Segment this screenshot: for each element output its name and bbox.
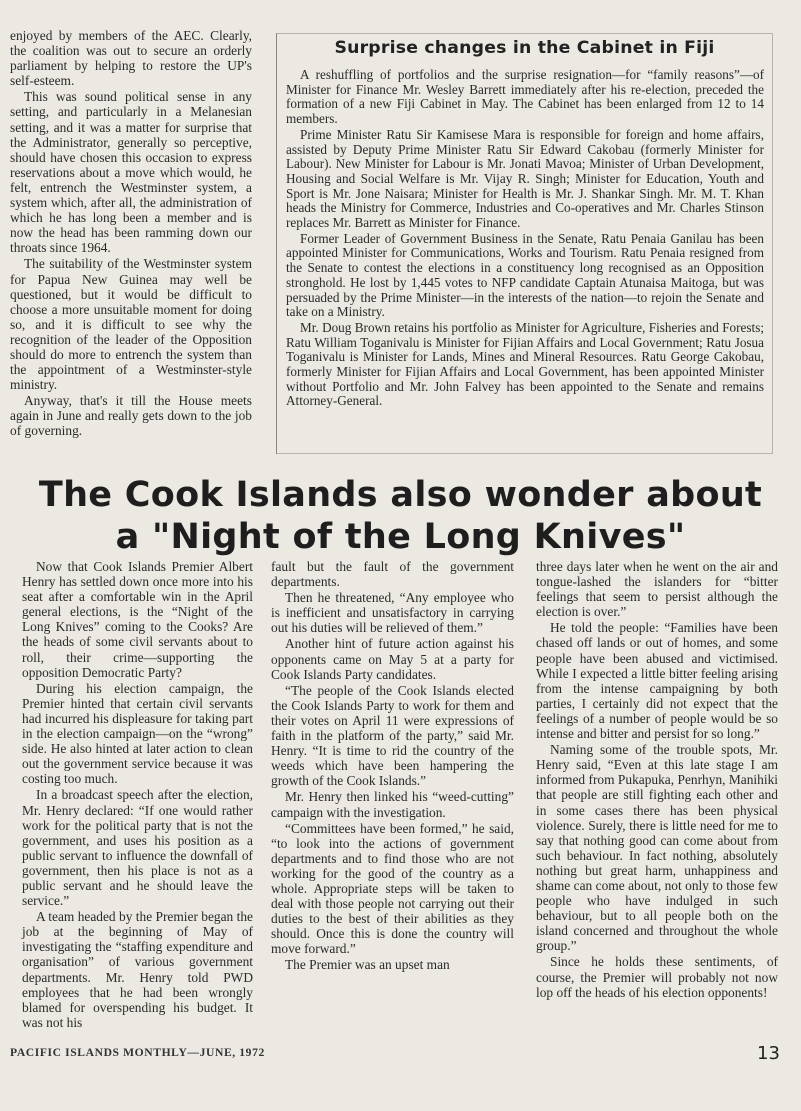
paragraph: fault but the fault of the government departments. [271,559,514,590]
paragraph: enjoyed by members of the AEC. Clearly, the coalition was out to secure an orderly parliament by helping to restore the UP's self-esteem. [10,28,252,89]
paragraph: Mr. Doug Brown retains his portfolio as Minister for Agriculture, Fisheries and Forests; Ratu William Toganivalu is Minister for Fijian Affairs and Local Government; Ratu Josua Toganivalu is Minister for Lands, Mines and Mineral Resources. Ratu George Cakobau, formerly Minister for Fijian Affairs and Local Government, has been appointed Minister without Portfolio and Mr. John Falvey has been appointed to the Senate and remains Attorney-General. [286,319,764,409]
paragraph: A reshuffling of portfolios and the surprise resignation—for “family reasons”—of Minister for Finance Mr. Wesley Barrett immediately after his re-election, preceded the formation of a new Fiji Cabinet in May. The Cabinet has been enlarged from 12 to 14 members. [286,67,764,127]
footer-publication: PACIFIC ISLANDS MONTHLY—JUNE, 1972 [10,1046,265,1059]
paragraph: “The people of the Cook Islands elected the Cook Islands Party to work for them and their votes on April 11 were expressions of faith in the platform of the party,” said Mr. Henry. “It is time to rid the country of the weeds which have been hampering the growth of the Cook Islands.” [271,682,514,789]
paragraph: Naming some of the trouble spots, Mr. Henry said, “Even at this late stage I am informed from Pukapuka, Penrhyn, Manihiki that people are still fighting each other and in some cases there has been physical violence. Surely, there is little need for me to say that nothing good can come about from such behaviour. In fact nothing, absolutely nothing but great harm, unhappiness and shame can come about, not only to those few people who have indulged in such behaviour, but to all people both on the island concerned and throughout the whole group.” [536,742,778,954]
paragraph: Another hint of future action against his opponents came on May 5 at a party for Cook Islands Party candidates. [271,636,514,682]
left-column-text [10,28,252,440]
box-divider-line [276,33,277,454]
article-column-3 [536,559,778,1001]
paragraph: The Premier was an upset man [285,957,450,973]
paragraph: three days later when he went on the air and tongue-lashed the islanders for “bitter feelings that seem to persist although the election is over.” [536,559,778,620]
paragraph: Then he threatened, “Any employee who is inefficient and unsatisfactory in carrying out his duties will be relieved of them.” [271,590,514,636]
paragraph: This was sound political sense in any setting, and particularly in a Melanesian setting, and it was a matter for surprise that the Administrator, generally so perceptive, should have chosen this occasion to express reservations about a move which would, he felt, entrench the Westminster system, a system which, after all, the administration of which he has long been a member and is now the head has been ramming down our throats since 1964. [10,89,252,256]
paragraph: Anyway, that's it till the House meets again in June and really gets down to the job of governing. [10,393,252,439]
paragraph: Former Leader of Government Business in the Senate, Ratu Penaia Ganilau has been appointed Minister for Communications, Works and Tourism. Ratu Penaia resigned from the Senate to contest the elections in a constituency long recognised as an Opposition stronghold. He lost by 1,445 votes to NFP candidate Captain Atunaisa Maitoga, but was persuaded by the Prime Minister—in the interests of the nation—to rejoin the Senate and take on a Ministry. [286,230,764,320]
paragraph: Mr. Henry then linked his “weed-cutting” campaign with the investigation. [271,789,514,820]
page-number: 13 [757,1043,780,1064]
paragraph: Prime Minister Ratu Sir Kamisese Mara is responsible for foreign and home affairs, assisted by Deputy Prime Minister Ratu Sir Edward Cakobau (formerly Minister for Labour). New Minister for Labour is Mr. Jonati Mavoa; Minister of Urban Development, Housing and Social Welfare is Mr. Vijay R. Singh; Minister for Education, Youth and Sport is Mr. Jone Naisara; Minister for Health is Mr. J. Shankar Singh. Mr. M. T. Khan heads the Ministry for Commerce, Industries and Co-operatives and Mr. Charles Stinson replaces Mr. Barrett as Minister for Finance. [286,126,764,231]
paragraph: The suitability of the Westminster system for Papua New Guinea may well be questioned, but it would be difficult to choose a more unsuitable moment for doing so, and it is difficult to see why the recognition of the leader of the Opposition should do more to entrench the system than the appointment of a Westminster-style ministry. [10,256,252,393]
paragraph: Now that Cook Islands Premier Albert Henry has settled down once more into his seat after a comfortable win in the April general elections, is the “Night of the Long Knives” coming to the Cooks? Are the heads of some civil servants about to roll, their crime—supporting the opposition Democratic Party? [22,559,253,680]
headline-line-1: The Cook Islands also wonder about [38,475,763,515]
article-column-1 [22,559,253,1031]
paragraph: A team headed by the Premier began the job at the beginning of May of investigating the “staffing expenditure and organisation” of various government departments. Mr. Henry told PWD employees that he had been wrongly blamed for overspending his budget. It was not his [22,909,253,1030]
paragraph: During his election campaign, the Premier hinted that certain civil servants had incurred his displeasure for taking part in the election campaign—on the “wrong” side. He also hinted at later action to clean out the government service because it was costing too much. [22,680,253,787]
article-column-2 [271,559,514,974]
article-headline [0,474,801,558]
box-body [286,68,764,410]
paragraph: He told the people: “Families have been chased off lands or out of homes, and some people have been abused and victimised. While I expected a little bitter feeling arising from the intense campaigning by both parties, I certainly did not expect that the feelings of a number of people would be so intense and bitter and persist for so long.” [536,620,778,742]
paragraph: Since he holds these sentiments, of course, the Premier will probably not now lop off the heads of his election opponents! [536,954,778,1000]
paragraph: In a broadcast speech after the election, Mr. Henry declared: “If one would rather work for the political party that is not the government, and uses his position as a public servant to influence the downfall of government, then his place is not as a public servant and he should leave the service.” [22,787,253,909]
box-title: Surprise changes in the Cabinet in Fiji [334,38,715,58]
headline-line-2: a "Night of the Long Knives" [115,517,686,557]
paragraph: “Committees have been formed,” he said, “to look into the actions of government departments and to find those who are not working for the good of the country as a whole. Appropriate steps will be taken to deal with those people not carrying out their duties to the best of their abilities as they should. Once this is done the country will move forward.” [271,820,514,957]
